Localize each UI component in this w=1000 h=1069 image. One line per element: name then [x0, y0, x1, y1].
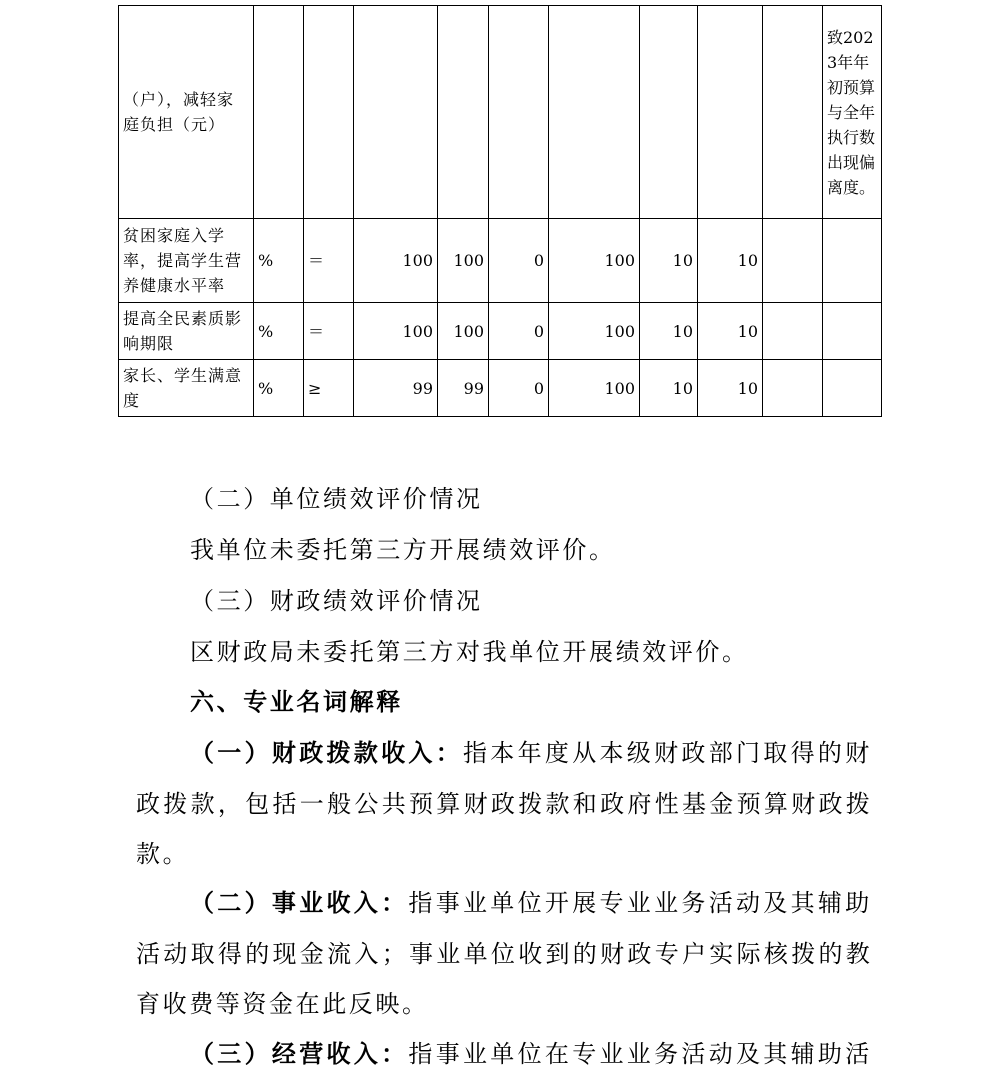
empty-cell — [763, 303, 823, 360]
actual-value: 100 — [438, 219, 489, 303]
glossary-term: （三）经营收入： — [190, 1039, 409, 1068]
glossary-definition: 指事业单位在专业业务活动及其辅助活 — [408, 1040, 873, 1068]
glossary-term: （一）财政拨款收入： — [190, 738, 463, 767]
paragraph-fiscal-evaluation: 区财政局未委托第三方对我单位开展绩效评价。 — [190, 638, 749, 666]
deviation-note — [823, 360, 882, 417]
deviation-value: 0 — [489, 360, 549, 417]
completion-rate: 100 — [549, 303, 640, 360]
target-value: 100 — [354, 219, 438, 303]
actual-value: 100 — [438, 303, 489, 360]
actual-value — [438, 6, 489, 219]
section-heading-fiscal-evaluation: （三）财政绩效评价情况 — [190, 587, 483, 615]
indicator-operator — [304, 6, 354, 219]
indicator-name: （户），减轻家庭负担（元） — [119, 6, 254, 219]
table-row — [119, 219, 882, 303]
completion-rate: 100 — [549, 219, 640, 303]
indicator-unit: % — [254, 303, 304, 360]
deviation-value: 0 — [489, 219, 549, 303]
glossary-item-2-line1 — [190, 888, 873, 918]
weight-score: 10 — [640, 303, 698, 360]
completion-rate: 100 — [549, 360, 640, 417]
empty-cell — [763, 219, 823, 303]
achieved-score: 10 — [698, 219, 763, 303]
empty-cell — [763, 360, 823, 417]
glossary-item-2-line2: 活动取得的现金流入；事业单位收到的财政专户实际核拨的教 — [136, 940, 874, 968]
actual-value: 99 — [438, 360, 489, 417]
deviation-value: 0 — [489, 303, 549, 360]
weight-score — [640, 6, 698, 219]
glossary-definition: 指本年度从本级财政部门取得的财 — [463, 739, 873, 767]
target-value: 99 — [354, 360, 438, 417]
indicator-name: 家长、学生满意度 — [119, 360, 254, 417]
glossary-term: （二）事业收入： — [190, 888, 409, 917]
deviation-value — [489, 6, 549, 219]
indicator-unit: % — [254, 219, 304, 303]
glossary-definition: 指事业单位开展专业业务活动及其辅助 — [408, 889, 873, 917]
achieved-score: 10 — [698, 360, 763, 417]
achieved-score — [698, 6, 763, 219]
indicator-operator: ＝ — [304, 219, 354, 303]
indicator-name: 提高全民素质影响期限 — [119, 303, 254, 360]
glossary-item-1-line3: 款。 — [136, 840, 190, 868]
achieved-score: 10 — [698, 303, 763, 360]
weight-score: 10 — [640, 360, 698, 417]
paragraph-unit-evaluation: 我单位未委托第三方开展绩效评价。 — [190, 536, 616, 564]
indicator-operator: ＝ — [304, 303, 354, 360]
indicator-name: 贫困家庭入学率，提高学生营养健康水平率 — [119, 219, 254, 303]
glossary-heading: 六、专业名词解释 — [190, 687, 403, 716]
target-value — [354, 6, 438, 219]
deviation-note: 致2023年年初预算与全年执行数出现偏离度。 — [823, 6, 882, 219]
completion-rate — [549, 6, 640, 219]
deviation-note — [823, 303, 882, 360]
table-row — [119, 360, 882, 417]
glossary-item-3-line1 — [190, 1039, 873, 1069]
indicator-operator: ≥ — [304, 360, 354, 417]
glossary-item-2-line3: 育收费等资金在此反映。 — [136, 990, 429, 1018]
glossary-item-1-line2: 政拨款，包括一般公共预算财政拨款和政府性基金预算财政拨 — [136, 790, 874, 818]
weight-score: 10 — [640, 219, 698, 303]
table-row — [119, 303, 882, 360]
target-value: 100 — [354, 303, 438, 360]
indicator-unit: % — [254, 360, 304, 417]
empty-cell — [763, 6, 823, 219]
table-row — [119, 6, 882, 219]
performance-table — [118, 5, 882, 417]
section-heading-unit-evaluation: （二）单位绩效评价情况 — [190, 485, 483, 513]
indicator-unit — [254, 6, 304, 219]
deviation-note — [823, 219, 882, 303]
glossary-item-1-line1 — [190, 738, 873, 768]
